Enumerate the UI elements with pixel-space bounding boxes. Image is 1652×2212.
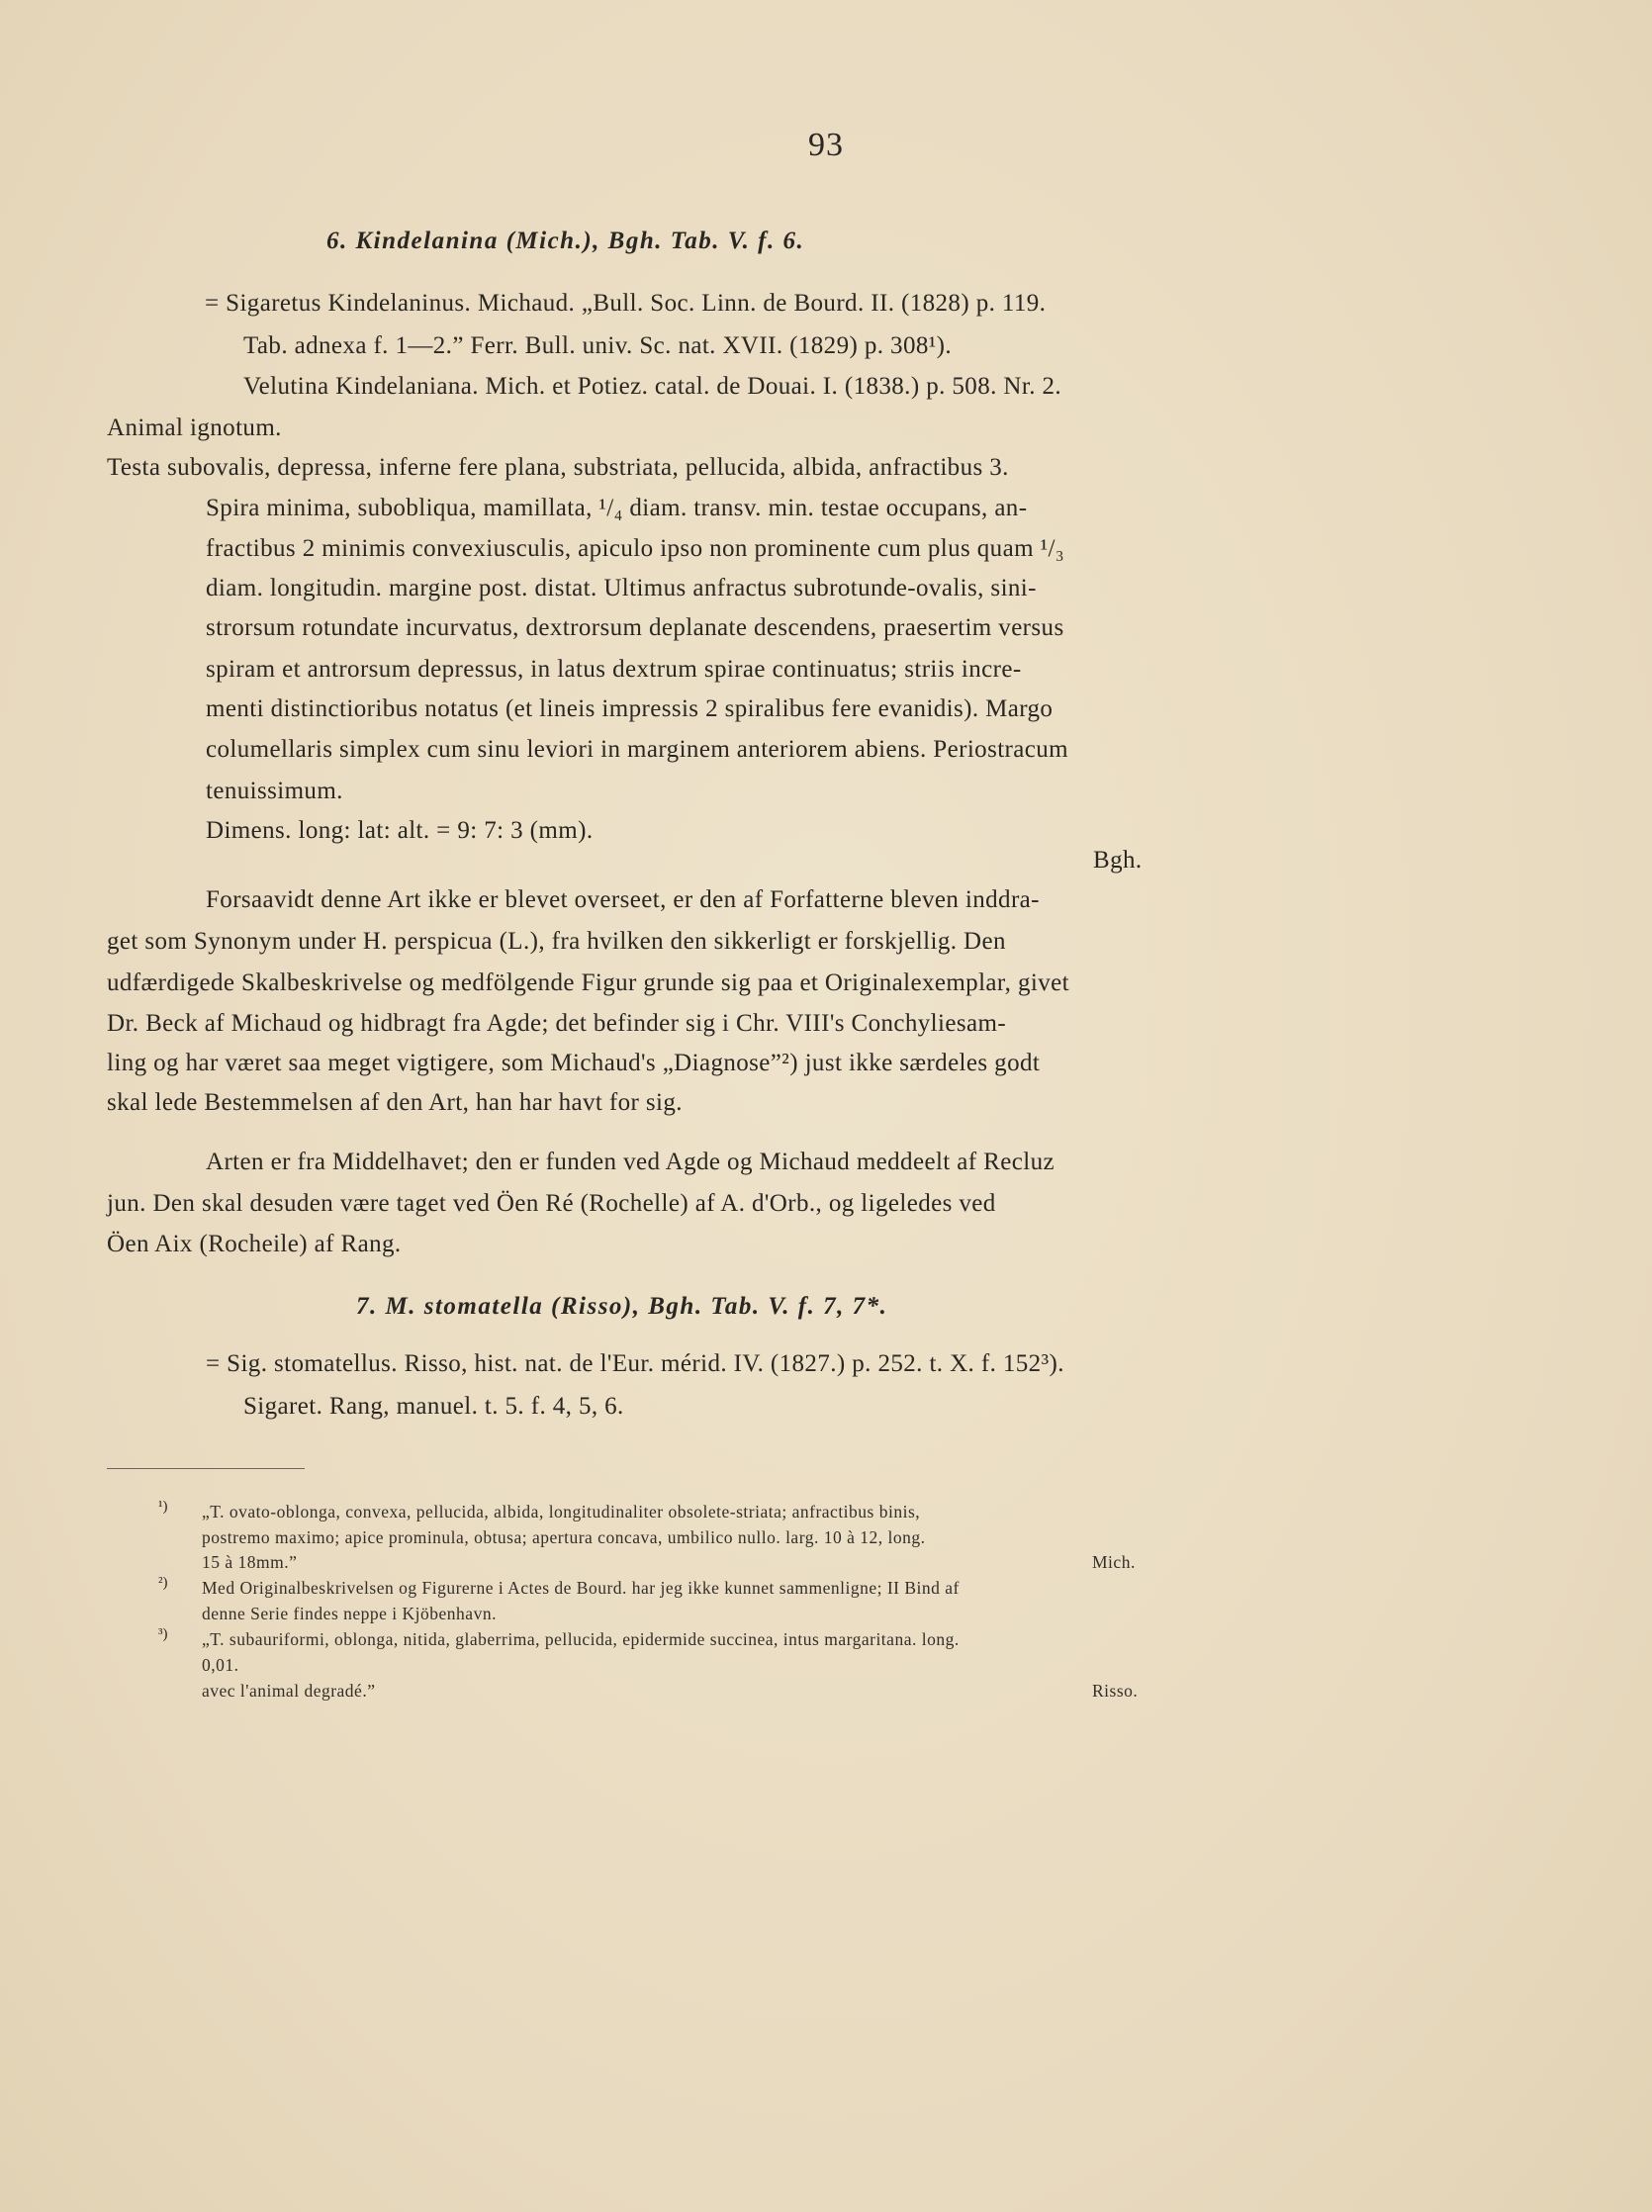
author-signature: Bgh. xyxy=(1093,847,1143,874)
text-line: Forsaavidt denne Art ikke er blevet overseet, er den af Forfatterne bleven inddra- xyxy=(206,886,1040,913)
text-line: Sigaret. Rang, manuel. t. 5. f. 4, 5, 6. xyxy=(243,1393,624,1420)
footnote-signature: Mich. xyxy=(1092,1552,1136,1572)
footnote-line: „T. subauriformi, oblonga, nitida, glaberrima, pellucida, epidermide succinea, intus margaritana. long. xyxy=(202,1629,960,1649)
text-line: menti distinctioribus notatus (et lineis impressis 2 spiralibus fere evanidis). Margo xyxy=(206,695,1054,722)
text-line: columellaris simplex cum sinu leviori in marginem anteriorem abiens. Periostracum xyxy=(206,736,1069,763)
footnote-mark-2: ²) xyxy=(158,1575,168,1591)
text-line: Animal ignotum. xyxy=(107,415,282,441)
text-line: Spira minima, subobliqua, mamillata, ¹/₄ diam. transv. min. testae occupans, an- xyxy=(206,495,1028,521)
footnote-divider xyxy=(107,1468,305,1469)
text-line: fractibus 2 minimis convexiusculis, apiculo ipso non prominente cum plus quam ¹/₃ xyxy=(206,535,1064,562)
text-line: ling og har været saa meget vigtigere, som Michaud's „Diagnose”²) just ikke særdeles godt xyxy=(107,1050,1041,1076)
text-line: Dimens. long: lat: alt. = 9: 7: 3 (mm). xyxy=(206,817,594,844)
footnote-line: denne Serie findes neppe i Kjöbenhavn. xyxy=(202,1604,497,1623)
footnote-signature: Risso. xyxy=(1092,1681,1139,1701)
text-line: Dr. Beck af Michaud og hidbragt fra Agde; det befinder sig i Chr. VIII's Conchyliesam- xyxy=(107,1010,1007,1037)
text-line: = Sigaretus Kindelaninus. Michaud. „Bull. Soc. Linn. de Bourd. II. (1828) p. 119. xyxy=(205,290,1047,317)
footnote-line: postremo maximo; apice prominula, obtusa; apertura concava, umbilico nullo. larg. 10 à 12, long. xyxy=(202,1527,926,1547)
text-line: Testa subovalis, depressa, inferne fere plana, substriata, pellucida, albida, anfractibus 3. xyxy=(107,454,1009,481)
text-line: Tab. adnexa f. 1—2.” Ferr. Bull. univ. Sc. nat. XVII. (1829) p. 308¹). xyxy=(243,332,953,359)
footnote-line: 15 à 18mm.” xyxy=(202,1552,298,1572)
text-line: skal lede Bestemmelsen af den Art, han har havt for sig. xyxy=(107,1089,683,1116)
text-line: Öen Aix (Rocheile) af Rang. xyxy=(107,1231,402,1257)
footnote-mark-1: ¹) xyxy=(158,1499,168,1515)
footnote-line: 0,01. xyxy=(202,1655,239,1675)
page-number: 93 xyxy=(808,127,844,163)
text-line: strorsum rotundate incurvatus, dextrorsum deplanate descendens, praesertim versus xyxy=(206,614,1064,641)
text-line: tenuissimum. xyxy=(206,778,343,804)
text-line: Arten er fra Middelhavet; den er funden ved Agde og Michaud meddeelt af Recluz xyxy=(206,1149,1055,1175)
footnote-line: „T. ovato-oblonga, convexa, pellucida, albida, longitudinaliter obsolete-striata; anfractibus binis, xyxy=(202,1502,921,1521)
section-7-heading: 7. M. stomatella (Risso), Bgh. Tab. V. f. 7, 7*. xyxy=(356,1293,888,1320)
text-line: Velutina Kindelaniana. Mich. et Potiez. catal. de Douai. I. (1838.) p. 508. Nr. 2. xyxy=(243,373,1062,400)
text-line: get som Synonym under H. perspicua (L.), fra hvilken den sikkerligt er forskjellig. Den xyxy=(107,928,1006,955)
text-line: = Sig. stomatellus. Risso, hist. nat. de l'Eur. mérid. IV. (1827.) p. 252. t. X. f. 152³). xyxy=(206,1350,1064,1377)
text-line: spiram et antrorsum depressus, in latus dextrum spirae continuatus; striis incre- xyxy=(206,656,1022,683)
footnote-mark-3: ³) xyxy=(158,1626,168,1642)
section-6-heading: 6. Kindelanina (Mich.), Bgh. Tab. V. f. 6. xyxy=(326,228,805,254)
footnote-line: avec l'animal degradé.” xyxy=(202,1681,376,1701)
text-line: jun. Den skal desuden være taget ved Öen Ré (Rochelle) af A. d'Orb., og ligeledes ved xyxy=(107,1190,996,1217)
footnote-line: Med Originalbeskrivelsen og Figurerne i Actes de Bourd. har jeg ikke kunnet sammenligne; II Bind af xyxy=(202,1578,960,1598)
text-line: udfærdigede Skalbeskrivelse og medfölgende Figur grunde sig paa et Originalexemplar, givet xyxy=(107,969,1069,996)
text-line: diam. longitudin. margine post. distat. Ultimus anfractus subrotunde-ovalis, sini- xyxy=(206,575,1037,601)
